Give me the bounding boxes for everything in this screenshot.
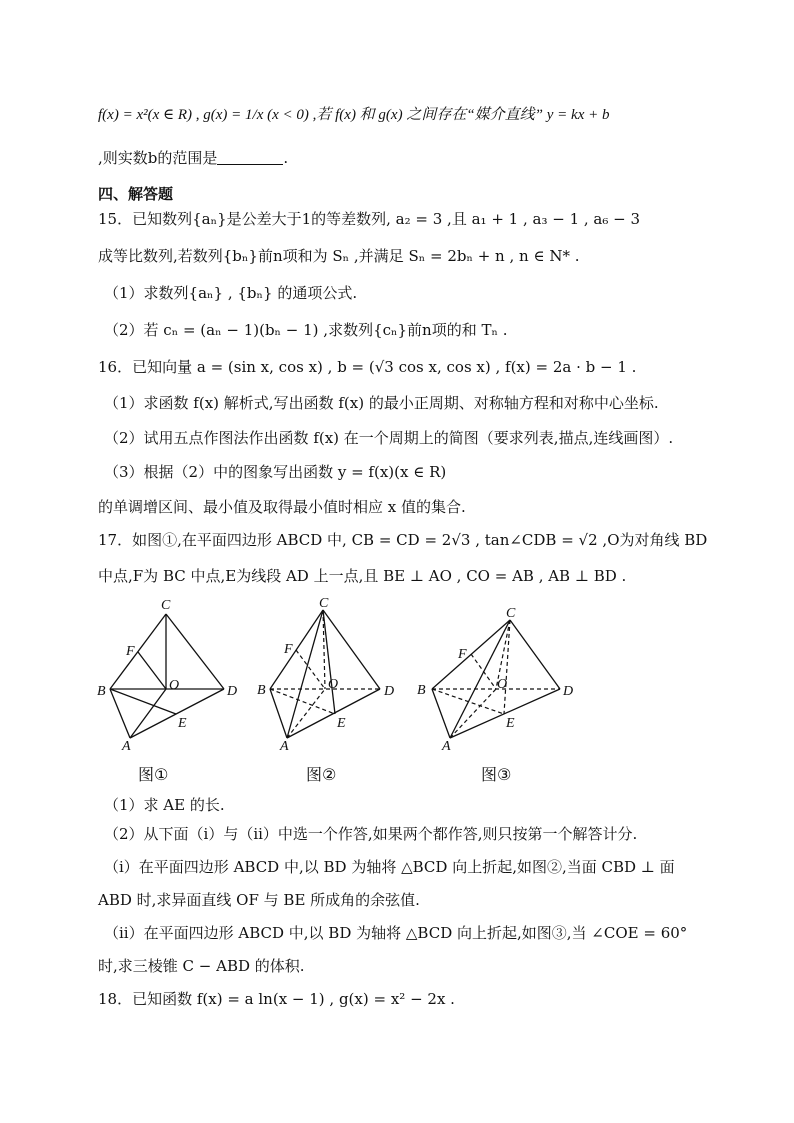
label-E: E bbox=[178, 716, 187, 731]
label-E: E bbox=[337, 716, 346, 731]
q18-line-1: 18．已知函数 f(x) = a ln(x − 1) , g(x) = x² − 2x . bbox=[98, 990, 455, 1008]
q17-option-ii-cont: 时,求三棱锥 C − ABD 的体积. bbox=[98, 957, 305, 975]
q16-line-1: 16．已知向量 a = (sin x, cos x) , b = (√3 cos x, cos x) , f(x) = 2a · b − 1 . bbox=[98, 358, 637, 376]
label-E: E bbox=[506, 716, 515, 731]
q15-part-2: （2）若 cₙ = (aₙ − 1)(bₙ − 1) ,求数列{cₙ}前n项的和 Tₙ . bbox=[104, 321, 508, 339]
q17-option-ii: （ii）在平面四边形 ABCD 中,以 BD 为轴将 △BCD 向上折起,如图③,当 ∠COE = 60° bbox=[104, 924, 688, 942]
figure-1 bbox=[92, 596, 252, 760]
figure-3-diagram bbox=[410, 596, 580, 756]
q16-line-5: 的单调增区间、最小值及取得最小值时相应 x 值的集合. bbox=[98, 498, 466, 516]
label-A: A bbox=[442, 739, 451, 754]
label-A: A bbox=[122, 739, 131, 754]
label-D: D bbox=[563, 684, 574, 699]
label-B: B bbox=[257, 683, 266, 698]
label-C: C bbox=[319, 596, 329, 611]
label-B: B bbox=[417, 683, 426, 698]
q14-text-line-2: ,则实数b的范围是 . bbox=[98, 149, 289, 167]
label-A: A bbox=[280, 739, 289, 754]
label-O: O bbox=[497, 677, 508, 692]
label-D: D bbox=[384, 684, 395, 699]
figure-1-diagram bbox=[92, 596, 252, 756]
answer-blank bbox=[217, 150, 283, 165]
figure-3 bbox=[410, 596, 580, 760]
label-C: C bbox=[506, 606, 516, 621]
q17-part-2: （2）从下面（i）与（ii）中选一个作答,如果两个都作答,则只按第一个解答计分. bbox=[104, 825, 638, 843]
figure-2-caption: 图② bbox=[306, 765, 337, 784]
q17-option-i: （i）在平面四边形 ABCD 中,以 BD 为轴将 △BCD 向上折起,如图②,当面 CBD ⊥ 面 bbox=[104, 858, 675, 876]
q16-part-2: （2）试用五点作图法作出函数 f(x) 在一个周期上的简图（要求列表,描点,连线画图）. bbox=[104, 429, 674, 447]
q17-line-2: 中点,F为 BC 中点,E为线段 AD 上一点,且 BE ⊥ AO , CO = AB , AB ⊥ BD . bbox=[98, 567, 627, 585]
q16-part-1: （1）求函数 f(x) 解析式,写出函数 f(x) 的最小正周期、对称轴方程和对称中心坐标. bbox=[104, 394, 659, 412]
label-F: F bbox=[458, 647, 467, 662]
q15-part-1: （1）求数列{aₙ} , {bₙ} 的通项公式. bbox=[104, 284, 358, 302]
label-F: F bbox=[126, 644, 135, 659]
label-C: C bbox=[161, 598, 171, 613]
q15-line-2: 成等比数列,若数列{bₙ}前n项和为 Sₙ ,并满足 Sₙ = 2bₙ + n , n ∈ N* . bbox=[98, 247, 580, 265]
label-D: D bbox=[227, 684, 238, 699]
figure-1-caption: 图① bbox=[138, 765, 169, 784]
label-B: B bbox=[97, 684, 106, 699]
figure-2-diagram bbox=[252, 596, 412, 756]
section-heading: 四、解答题 bbox=[98, 185, 174, 203]
label-F: F bbox=[284, 642, 293, 657]
q17-part-1: （1）求 AE 的长. bbox=[104, 796, 225, 814]
q16-part-3: （3）根据（2）中的图象写出函数 y = f(x)(x ∈ R) bbox=[104, 463, 447, 481]
q14-text-line-1: f(x) = x²(x ∈ R) , g(x) = 1/x (x < 0) ,若 f(x) 和 g(x) 之间存在“媒介直线” y = kx + b bbox=[98, 107, 610, 123]
figure-3-caption: 图③ bbox=[481, 765, 512, 784]
label-O: O bbox=[328, 677, 339, 692]
label-O: O bbox=[169, 678, 180, 693]
q17-option-i-cont: ABD 时,求异面直线 OF 与 BE 所成角的余弦值. bbox=[98, 891, 420, 909]
q15-line-1: 15．已知数列{aₙ}是公差大于1的等差数列, a₂ = 3 ,且 a₁ + 1 , a₃ − 1 , a₆ − 3 bbox=[98, 210, 641, 228]
q17-line-1: 17．如图①,在平面四边形 ABCD 中, CB = CD = 2√3 , tan∠CDB = √2 ,O为对角线 BD bbox=[98, 531, 708, 549]
figure-2 bbox=[252, 596, 412, 760]
